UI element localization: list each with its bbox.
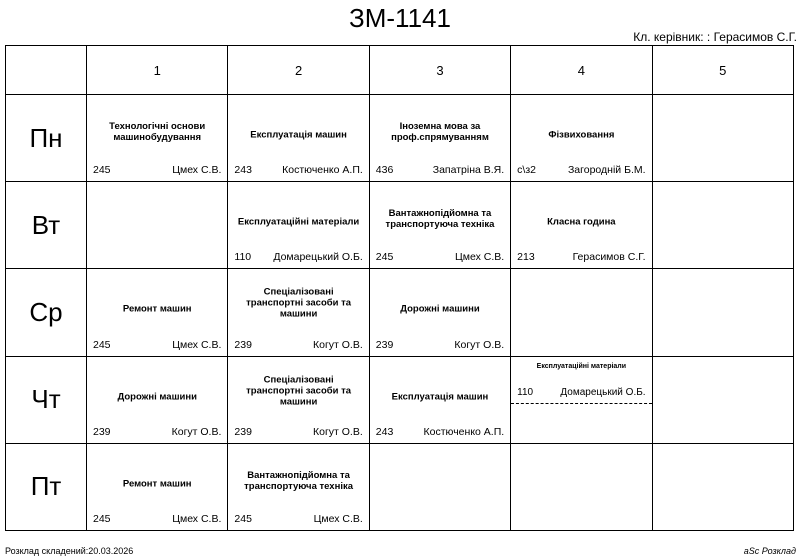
timetable	[5, 45, 794, 531]
lesson-subject: Експлуатація машин	[391, 391, 489, 403]
lesson-room: 245	[93, 164, 111, 177]
empty-cell	[511, 443, 652, 530]
lesson-card	[228, 357, 368, 443]
lesson-subject: Іноземна мова за проф.спрямуванням	[391, 120, 489, 143]
lesson-card	[228, 269, 368, 355]
lesson-cell	[369, 356, 510, 443]
lesson-card	[370, 182, 510, 268]
lesson-cell	[87, 269, 228, 356]
lesson-room: 243	[234, 164, 252, 177]
day-row	[6, 95, 794, 182]
lesson-teacher: Когут О.В.	[454, 338, 505, 351]
lesson-room: 243	[375, 425, 394, 438]
lesson-room: 245	[93, 513, 111, 525]
lesson-cell	[369, 269, 510, 356]
lesson-room: 239	[234, 338, 252, 351]
lesson-room: 239	[375, 338, 394, 351]
empty-cell	[652, 269, 793, 356]
lesson-subject: Дорожні машини	[117, 391, 197, 403]
footer-brand: aSc Розклад	[743, 546, 796, 556]
lesson-room: с\з2	[517, 164, 536, 177]
class-teacher-label: Кл. керівник: : Герасимов С.Г.	[633, 30, 797, 44]
lesson-subject: Технологічні основи машинобудування	[109, 120, 206, 143]
lesson-cell	[511, 182, 652, 269]
lesson-card	[87, 357, 227, 443]
empty-cell	[511, 269, 652, 356]
lesson-teacher: Цмех С.В.	[313, 513, 363, 525]
lesson-cell	[511, 95, 652, 182]
period-header: 5	[652, 46, 793, 95]
lesson-teacher: Когут О.В.	[313, 425, 363, 438]
lesson-teacher: Костюченко А.П.	[423, 425, 505, 438]
lesson-teacher: Цмех С.В.	[454, 251, 505, 264]
empty-cell	[652, 443, 793, 530]
lesson-cell	[228, 356, 369, 443]
lesson-teacher: Когут О.В.	[313, 338, 363, 351]
empty-cell	[87, 182, 228, 269]
lesson-subject: Ремонт машин	[122, 303, 192, 315]
lesson-cell	[369, 182, 510, 269]
lesson-teacher: Цмех С.В.	[172, 513, 222, 525]
lesson-subject: Дорожні машини	[400, 303, 480, 315]
lesson-cell	[87, 95, 228, 182]
lesson-room: 436	[375, 164, 394, 177]
lesson-room: 245	[234, 513, 252, 525]
lesson-card	[228, 444, 368, 530]
lesson-room: 110	[234, 251, 252, 264]
empty-cell	[369, 443, 510, 530]
lesson-cell	[228, 182, 369, 269]
day-label: Вт	[6, 182, 87, 269]
page-title: ЗМ-1141	[349, 3, 451, 33]
day-row	[6, 443, 794, 530]
lesson-cell	[369, 95, 510, 182]
lesson-subject: Фізвиховання	[548, 129, 615, 141]
corner-cell	[6, 46, 87, 95]
lesson-card	[511, 357, 651, 404]
day-row	[6, 182, 794, 269]
empty-cell	[652, 95, 793, 182]
day-label: Пн	[6, 95, 87, 182]
lesson-teacher: Цмех С.В.	[172, 338, 222, 351]
lesson-card	[228, 95, 368, 181]
day-row	[6, 269, 794, 356]
footer-date: Розклад складений:20.03.2026	[5, 546, 134, 556]
day-label: Пт	[6, 443, 87, 530]
lesson-card	[511, 182, 651, 268]
lesson-card	[87, 269, 227, 355]
day-label: Чт	[6, 356, 87, 443]
period-header: 2	[228, 46, 369, 95]
lesson-teacher: Когут О.В.	[171, 425, 222, 438]
lesson-subject: Експлуатація машин	[250, 129, 347, 141]
lesson-teacher: Домарецький О.Б.	[560, 386, 646, 398]
empty-cell	[652, 182, 793, 269]
lesson-cell	[87, 443, 228, 530]
lesson-card	[87, 444, 227, 530]
lesson-room: 239	[93, 425, 111, 438]
lesson-card	[87, 95, 227, 181]
empty-cell	[652, 356, 793, 443]
lesson-room: 245	[375, 251, 394, 264]
lesson-room: 239	[234, 425, 252, 438]
lesson-teacher: Костюченко А.П.	[282, 164, 363, 177]
lesson-card	[370, 95, 510, 181]
lesson-teacher: Домарецький О.Б.	[273, 251, 363, 264]
day-row	[6, 356, 794, 443]
lesson-card	[511, 95, 651, 181]
lesson-subject: Класна година	[547, 216, 616, 228]
lesson-subject: Спеціалізовані транспортні засоби та машини	[246, 286, 352, 320]
period-header-row	[6, 46, 794, 95]
period-header: 4	[511, 46, 652, 95]
lesson-subject: Вантажнопідйомна та транспортуюча техніка	[385, 208, 495, 231]
day-label: Ср	[6, 269, 87, 356]
lesson-card	[228, 182, 368, 268]
lesson-card	[370, 357, 510, 443]
lesson-room: 213	[517, 251, 535, 264]
lesson-teacher: Загородній Б.М.	[567, 164, 646, 177]
lesson-room: 110	[517, 386, 534, 398]
lesson-cell	[87, 356, 228, 443]
lesson-teacher: Запатріна В.Я.	[432, 164, 505, 177]
lesson-subject: Експлуатаційні матеріали	[536, 362, 627, 370]
lesson-cell	[228, 269, 369, 356]
lesson-subject: Спеціалізовані транспортні засоби та машини	[246, 373, 352, 407]
lesson-cell	[511, 356, 652, 443]
lesson-subject: Ремонт машин	[122, 478, 192, 490]
lesson-cell	[228, 95, 369, 182]
lesson-subject: Вантажнопідйомна та транспортуюча техніка	[244, 469, 354, 492]
lesson-teacher: Цмех С.В.	[172, 164, 222, 177]
lesson-teacher: Герасимов С.Г.	[572, 251, 646, 264]
period-header: 1	[87, 46, 228, 95]
lesson-room: 245	[93, 338, 111, 351]
lesson-cell	[228, 443, 369, 530]
lesson-card	[370, 269, 510, 355]
lesson-subject: Експлуатаційні матеріали	[237, 216, 360, 228]
period-header: 3	[369, 46, 510, 95]
